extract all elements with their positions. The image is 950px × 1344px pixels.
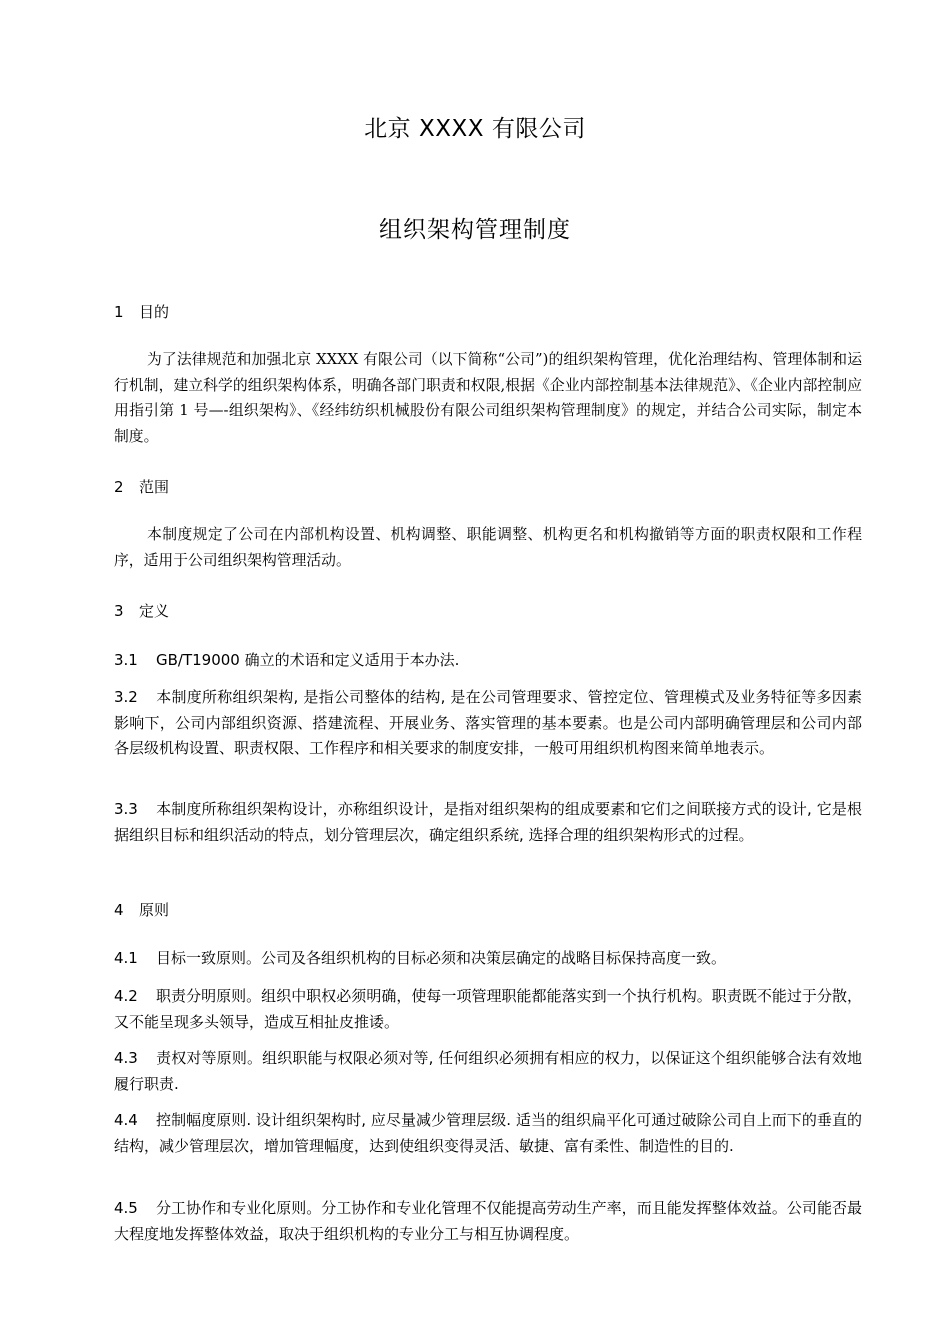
clause-4-2 [114, 984, 862, 1035]
section-heading-principles [114, 900, 169, 920]
document-title: 组织架构管理制度 [379, 217, 571, 243]
purpose-paragraph: 为了法律规范和加强北京 XXXX 有限公司（以下简称“公司”)的组织架构管理，优化治理结构、管理体制和运行机制，建立科学的组织架构体系，明确各部门职责和权限,根据《企业内部控制基本法律规范》、《企业内部控制应用指引第 1 号—-组织架构》、《经纬纺织机械股份有限公司组织架构管理制度》的规定，并结合公司实际，制定本制度。 [114, 351, 862, 445]
clause-4-4 [114, 1108, 862, 1159]
clause-text: 控制幅度原则. 设计组织架构时, 应尽量减少管理层级. 适当的组织扁平化可通过破除公司自上而下的垂直的结构，减少管理层次，增加管理幅度，达到使组织变得灵活、敏捷、富有柔性、制造性的目的. [114, 1111, 862, 1155]
clause-number: 4.1 [114, 949, 138, 967]
clause-text: 本制度所称组织架构设计，亦称组织设计，是指对组织架构的组成要素和它们之间联接方式的设计, 它是根据组织目标和组织活动的特点，划分管理层次，确定组织系统, 选择合理的组织架构形式的过程。 [114, 800, 862, 844]
clause-text: 职责分明原则。组织中职权必须明确，使每一项管理职能都能落实到一个执行机构。职责既不能过于分散，又不能呈现多头领导，造成互相扯皮推诿。 [114, 987, 862, 1031]
section-heading-definitions [114, 601, 169, 621]
section-heading-scope [114, 477, 169, 497]
clause-text: 本制度所称组织架构, 是指公司整体的结构, 是在公司管理要求、管控定位、管理模式及业务特征等多因素影响下，公司内部组织资源、搭建流程、开展业务、落实管理的基本要素。也是公司内部明确管理层和公司内部各层级机构设置、职责权限、工作程序和相关要求的制度安排，一般可用组织机构图来简单地表示。 [114, 688, 862, 757]
section-number: 2 [114, 478, 124, 496]
scope-paragraph: 本制度规定了公司在内部机构设置、机构调整、职能调整、机构更名和机构撤销等方面的职责权限和工作程序，适用于公司组织架构管理活动。 [114, 526, 862, 569]
section-title: 定义 [139, 602, 170, 620]
clause-number: 3.2 [114, 688, 138, 706]
clause-text: 责权对等原则。组织职能与权限必须对等, 任何组织必须拥有相应的权力，以保证这个组织能够合法有效地履行职责. [114, 1049, 862, 1093]
clause-3-3 [114, 797, 862, 848]
section-title: 范围 [139, 478, 170, 496]
clause-number: 4.3 [114, 1049, 138, 1067]
clause-number: 4.5 [114, 1199, 138, 1217]
clause-4-3 [114, 1046, 862, 1097]
section-heading-purpose [114, 302, 169, 322]
clause-number: 4.2 [114, 987, 138, 1005]
clause-3-1 [114, 648, 862, 674]
clause-text: 目标一致原则。公司及各组织机构的目标必须和决策层确定的战略目标保持高度一致。 [156, 949, 727, 967]
section-title: 目的 [139, 303, 170, 321]
clause-number: 3.1 [114, 651, 138, 669]
clause-4-5 [114, 1196, 862, 1247]
clause-4-1 [114, 946, 862, 972]
company-name: 北京 XXXX 有限公司 [364, 116, 586, 142]
clause-3-2 [114, 685, 862, 762]
section-number: 1 [114, 303, 124, 321]
section-number: 3 [114, 602, 124, 620]
clause-number: 3.3 [114, 800, 138, 818]
clause-text: GB/T19000 确立的术语和定义适用于本办法. [156, 651, 460, 669]
section-number: 4 [114, 901, 124, 919]
clause-text: 分工协作和专业化原则。分工协作和专业化管理不仅能提高劳动生产率，而且能发挥整体效益。公司能否最大程度地发挥整体效益，取决于组织机构的专业分工与相互协调程度。 [114, 1199, 862, 1243]
section-title: 原则 [139, 901, 170, 919]
clause-number: 4.4 [114, 1111, 138, 1129]
